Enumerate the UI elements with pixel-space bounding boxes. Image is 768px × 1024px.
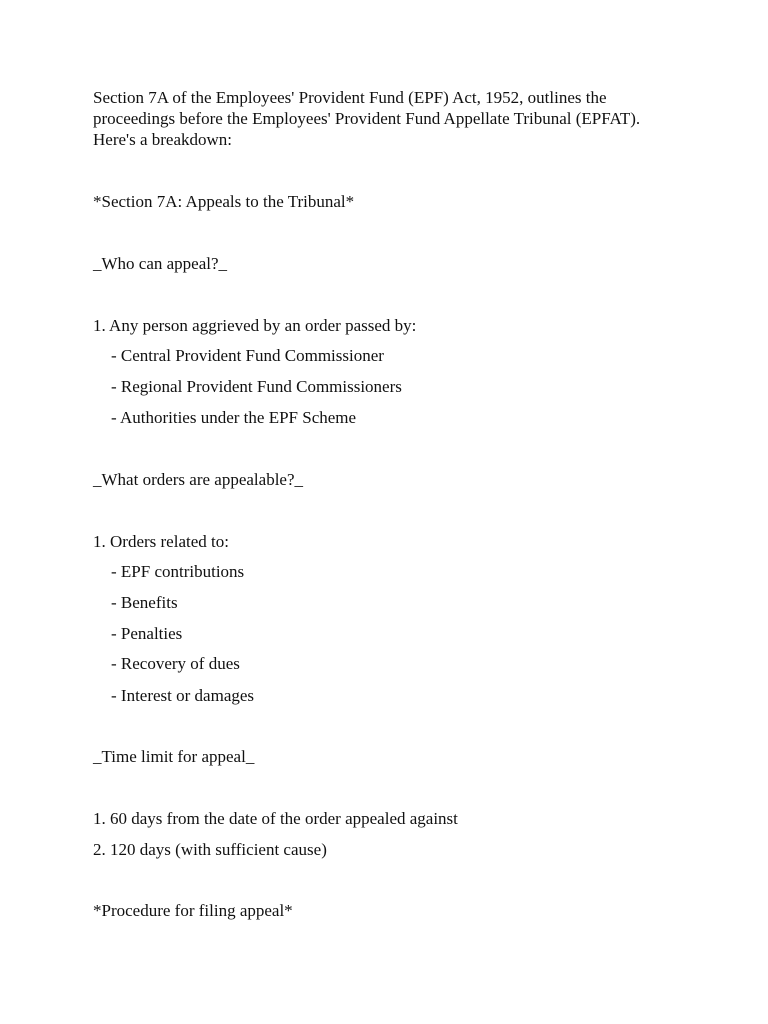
appealable-orders-sub-item: - Interest or damages	[111, 686, 255, 705]
who-can-appeal-item-1: 1. Any person aggrieved by an order passed by:	[93, 316, 417, 335]
who-can-appeal-sub-item: - Regional Provident Fund Commissioners	[111, 377, 402, 396]
time-limit-heading: _Time limit for appeal_	[93, 747, 255, 766]
appealable-orders-sub-item: - EPF contributions	[111, 562, 245, 581]
section-heading: *Section 7A: Appeals to the Tribunal*	[93, 192, 355, 211]
intro-line-1: Section 7A of the Employees' Provident Fund (EPF) Act, 1952, outlines the	[93, 88, 607, 107]
appealable-orders-sub-item: - Penalties	[111, 624, 183, 643]
appealable-orders-sub-item: - Recovery of dues	[111, 654, 240, 673]
who-can-appeal-sub-item: - Authorities under the EPF Scheme	[111, 408, 357, 427]
time-limit-item: 1. 60 days from the date of the order appealed against	[93, 809, 458, 828]
time-limit-item: 2. 120 days (with sufficient cause)	[93, 840, 327, 859]
procedure-heading: *Procedure for filing appeal*	[93, 901, 293, 920]
appealable-orders-sub-item: - Benefits	[111, 593, 178, 612]
who-can-appeal-sub-item: - Central Provident Fund Commissioner	[111, 346, 384, 365]
appealable-orders-heading: _What orders are appealable?_	[93, 470, 304, 489]
intro-line-2: proceedings before the Employees' Provident Fund Appellate Tribunal (EPFAT).	[93, 109, 641, 128]
intro-line-3: Here's a breakdown:	[93, 130, 233, 149]
who-can-appeal-heading: _Who can appeal?_	[93, 254, 228, 273]
appealable-orders-item-1: 1. Orders related to:	[93, 532, 229, 551]
